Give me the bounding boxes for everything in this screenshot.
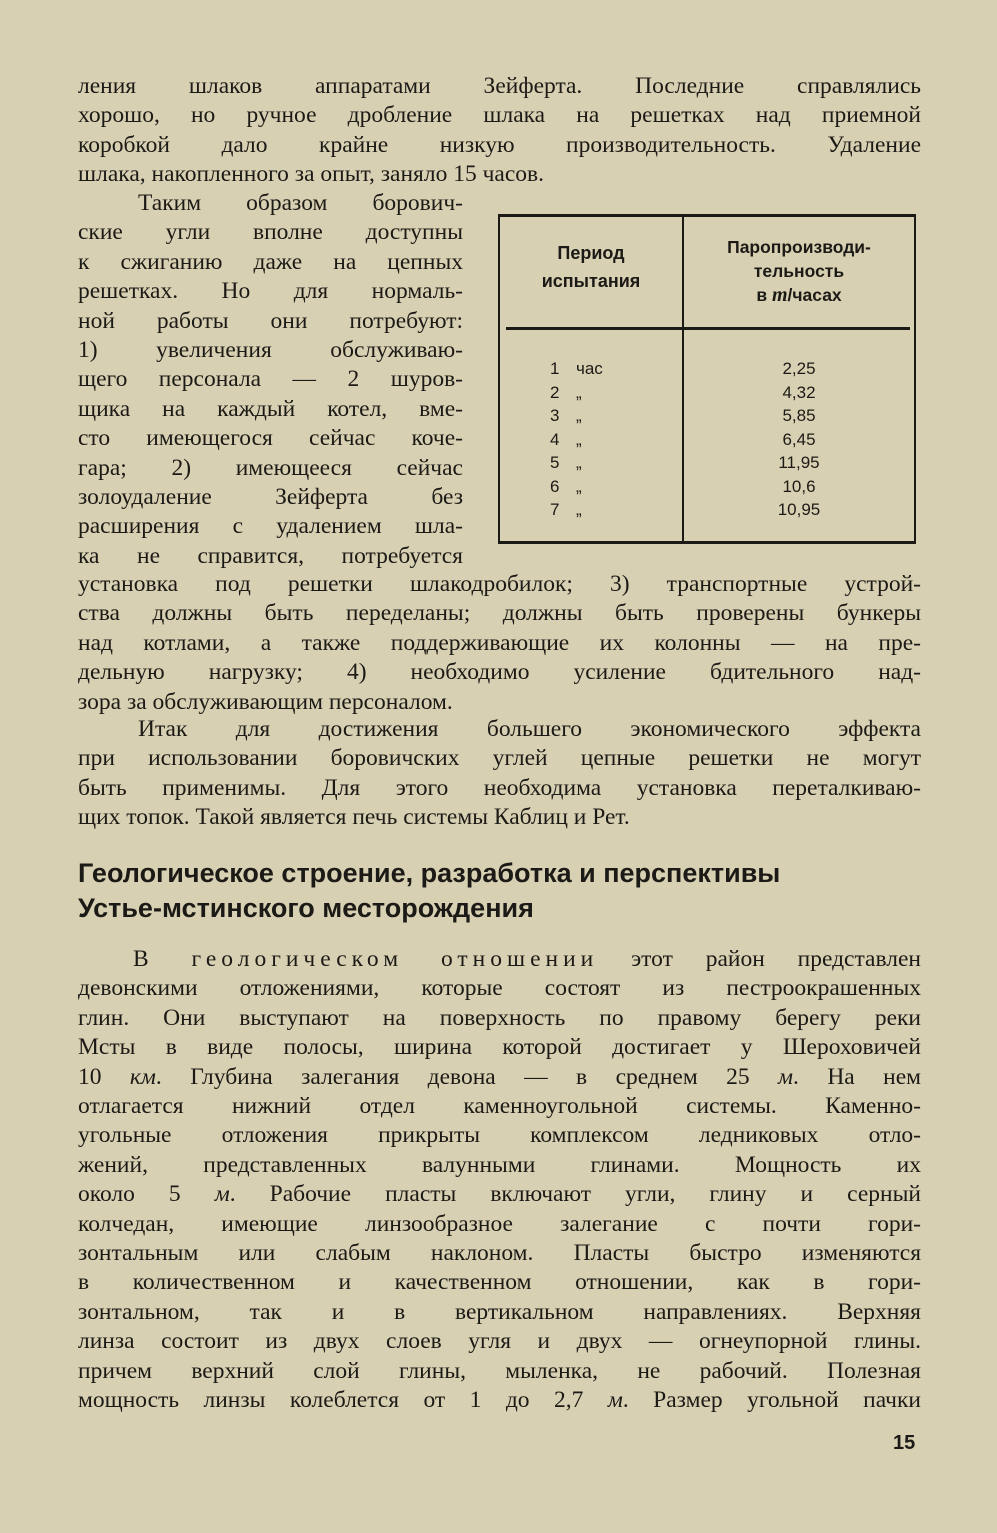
paragraph-2-wrapped — [78, 189, 463, 571]
text-line: зонтальным или слабым наклоном. Пласты быстро изменяются — [78, 1240, 921, 1267]
text-line: над котлами, а также поддерживающие их колонны — на пре- — [78, 629, 921, 656]
table-cell: 6,45 — [782, 429, 816, 449]
paragraph-4 — [78, 945, 921, 1416]
table-cell: 1 час — [550, 359, 603, 378]
text-line: мощность линзы колеблется от 1 до 2,7 м. Размер угольной пачки — [78, 1387, 921, 1414]
text-line: В геологическом отношении этот район представлен — [133, 946, 921, 972]
text-line: шлака, накопленного за опыт, заняло 15 часов. — [78, 161, 544, 188]
table-column-output — [684, 357, 914, 522]
text-line: глин. Они выступают на поверхность по правому берегу реки — [78, 1004, 921, 1031]
table-cell: 10,95 — [777, 500, 821, 519]
text-line: сто имеющегося сейчас коче- — [78, 425, 463, 452]
table-header-divider — [506, 327, 910, 330]
text-line: линза состоит из двух слоев угля и двух — огнеупорной глины. — [78, 1328, 921, 1355]
text-line: Таким образом борович- — [138, 190, 463, 216]
text-line: Мсты в виде полосы, ширина которой достигает у Шероховичей — [78, 1034, 921, 1061]
text-line: девонскими отложениями, которые состоят из пестроокрашенных — [78, 975, 921, 1002]
table-cell: 2 „ — [550, 382, 582, 402]
page-number: 15 — [893, 1432, 916, 1454]
text-line: решетках. Но для нормаль- — [78, 278, 463, 305]
table-cell: 11,95 — [778, 453, 820, 472]
table-cell: 4 „ — [550, 429, 582, 449]
table-cell: 10,6 — [782, 476, 816, 496]
table-column-period — [550, 357, 603, 522]
text-line: установка под решетки шлакодробилок; 3) транспортные устрой- — [78, 571, 921, 597]
table-cell: 3 „ — [550, 406, 582, 425]
table-cell: 2,25 — [782, 359, 816, 378]
text-line: ной работы они потребуют: — [78, 307, 463, 334]
text-line: золоудаление Зейферта без — [78, 484, 463, 511]
text-line: быть применимы. Для этого необходима установка переталкиваю- — [78, 774, 921, 801]
table-cell: 5,85 — [782, 406, 816, 425]
text-line: коробкой дало крайне низкую производительность. Удаление — [78, 131, 921, 158]
text-line: причем верхний слой глины, мыленка, не рабочий. Полезная — [78, 1357, 921, 1384]
text-line: щих топок. Такой является печь системы Каблиц и Рет. — [78, 804, 630, 831]
text-line: гара; 2) имеющееся сейчас — [78, 454, 463, 481]
table-cell: 5 „ — [550, 453, 582, 472]
text-line: хорошо, но ручное дробление шлака на решетках над приемной — [78, 102, 921, 129]
text-line: при использовании боровичских углей цепные решетки не могут — [78, 745, 921, 772]
text-line: ка не справится, потребуется — [78, 542, 463, 569]
text-line: расширения с удалением шла- — [78, 513, 463, 540]
text-line: дельную нагрузку; 4) необходимо усиление бдительного над- — [78, 659, 921, 686]
text-line: ления шлаков аппаратами Зейферта. Последние справлялись — [78, 73, 921, 99]
text-line: угольные отложения прикрыты комплексом ледниковых отло- — [78, 1122, 921, 1149]
paragraph-3 — [78, 715, 921, 833]
text-line: ские угли вполне доступны — [78, 219, 463, 246]
text-line: зонтальном, так и в вертикальном направлениях. Верхняя — [78, 1298, 921, 1325]
text-line: к сжиганию даже на цепных — [78, 248, 463, 275]
table-cell: 6 „ — [550, 476, 582, 496]
text-line: 1) увеличения обслуживаю- — [78, 337, 463, 364]
paragraph-1 — [78, 72, 921, 190]
text-line: колчедан, имеющие линзообразное залегание с почти гори- — [78, 1210, 921, 1237]
table-cell: 7 „ — [550, 500, 582, 519]
steam-output-table — [498, 214, 916, 544]
paragraph-2-continued — [78, 570, 921, 717]
text-line: около 5 м. Рабочие пласты включают угли, глину и серный — [78, 1181, 921, 1208]
text-line: отлагается нижний отдел каменноугольной системы. Каменно- — [78, 1093, 921, 1120]
text-line: 10 км. Глубина залегания девона — в среднем 25 м. На нем — [78, 1063, 922, 1090]
table-header-period: Период испытания — [541, 243, 641, 291]
section-heading: Геологическое строение, разработка и перспективы Устье-мстинского месторождения — [78, 858, 781, 923]
table-cell: 4,32 — [782, 382, 816, 402]
text-line: ства должны быть переделаны; должны быть проверены бункеры — [78, 600, 921, 627]
text-line: щика на каждый котел, вме- — [78, 395, 463, 422]
text-line: в количественном и качественном отношении, как в гори- — [78, 1269, 921, 1296]
table-header-output: Паропроизводи- тельность в т/часах — [727, 237, 871, 306]
text-line: Итак для достижения большего экономического эффекта — [138, 716, 921, 742]
text-line: зора за обслуживающим персоналом. — [78, 688, 453, 715]
text-line: жений, представленных валунными глинами. Мощность их — [78, 1151, 921, 1178]
text-line: щего персонала — 2 шуров- — [78, 366, 463, 393]
